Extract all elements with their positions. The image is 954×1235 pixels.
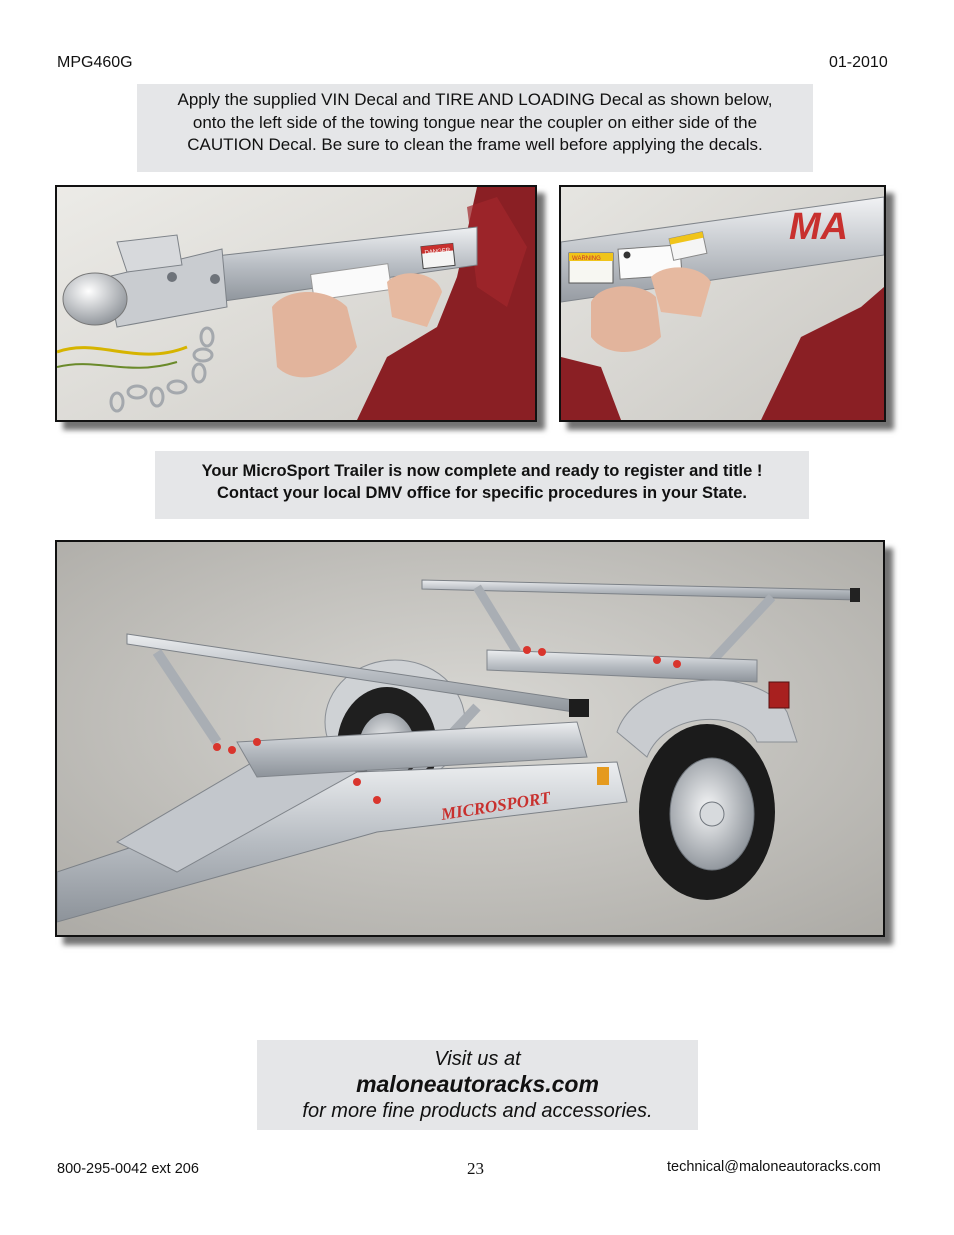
footer-email[interactable]: technical@maloneautoracks.com [667, 1159, 881, 1175]
danger-decal-label: DANGER [424, 247, 451, 257]
completion-line: Your MicroSport Trailer is now complete and ready to register and title ! [201, 462, 763, 480]
footer-phone: 800-295-0042 ext 206 [57, 1161, 199, 1177]
decal-photo-tongue [559, 185, 886, 422]
website-link[interactable]: maloneautoracks.com [356, 1071, 599, 1097]
page-number: 23 [467, 1159, 484, 1178]
trailer-photo-illustration [57, 542, 883, 935]
brand-lettering: MA [789, 206, 849, 248]
decal-photo-coupler [55, 185, 537, 422]
warning-decal-label: WARNING [572, 256, 601, 262]
instructions-box [137, 84, 813, 172]
instruction-line: onto the left side of the towing tongue near the coupler on either side of the [192, 112, 758, 132]
instruction-line: CAUTION Decal. Be sure to clean the frame well before applying the decals. [187, 135, 763, 154]
tongue-photo-illustration [561, 187, 884, 420]
microsport-brand-lettering: MICROSPORT [439, 787, 552, 824]
model-number: MPG460G [57, 54, 133, 71]
visit-intro: Visit us at [434, 1048, 521, 1070]
visit-box [257, 1040, 698, 1130]
completion-box [155, 451, 809, 519]
trailer-photo [55, 540, 885, 937]
coupler-photo-illustration [57, 187, 535, 420]
visit-tagline: for more fine products and accessories. [302, 1100, 653, 1122]
instruction-line: Apply the supplied VIN Decal and TIRE AND LOADING Decal as shown below, [177, 90, 773, 109]
revision-date: 01-2010 [829, 54, 888, 71]
completion-line: Contact your local DMV office for specific procedures in your State. [217, 484, 747, 502]
